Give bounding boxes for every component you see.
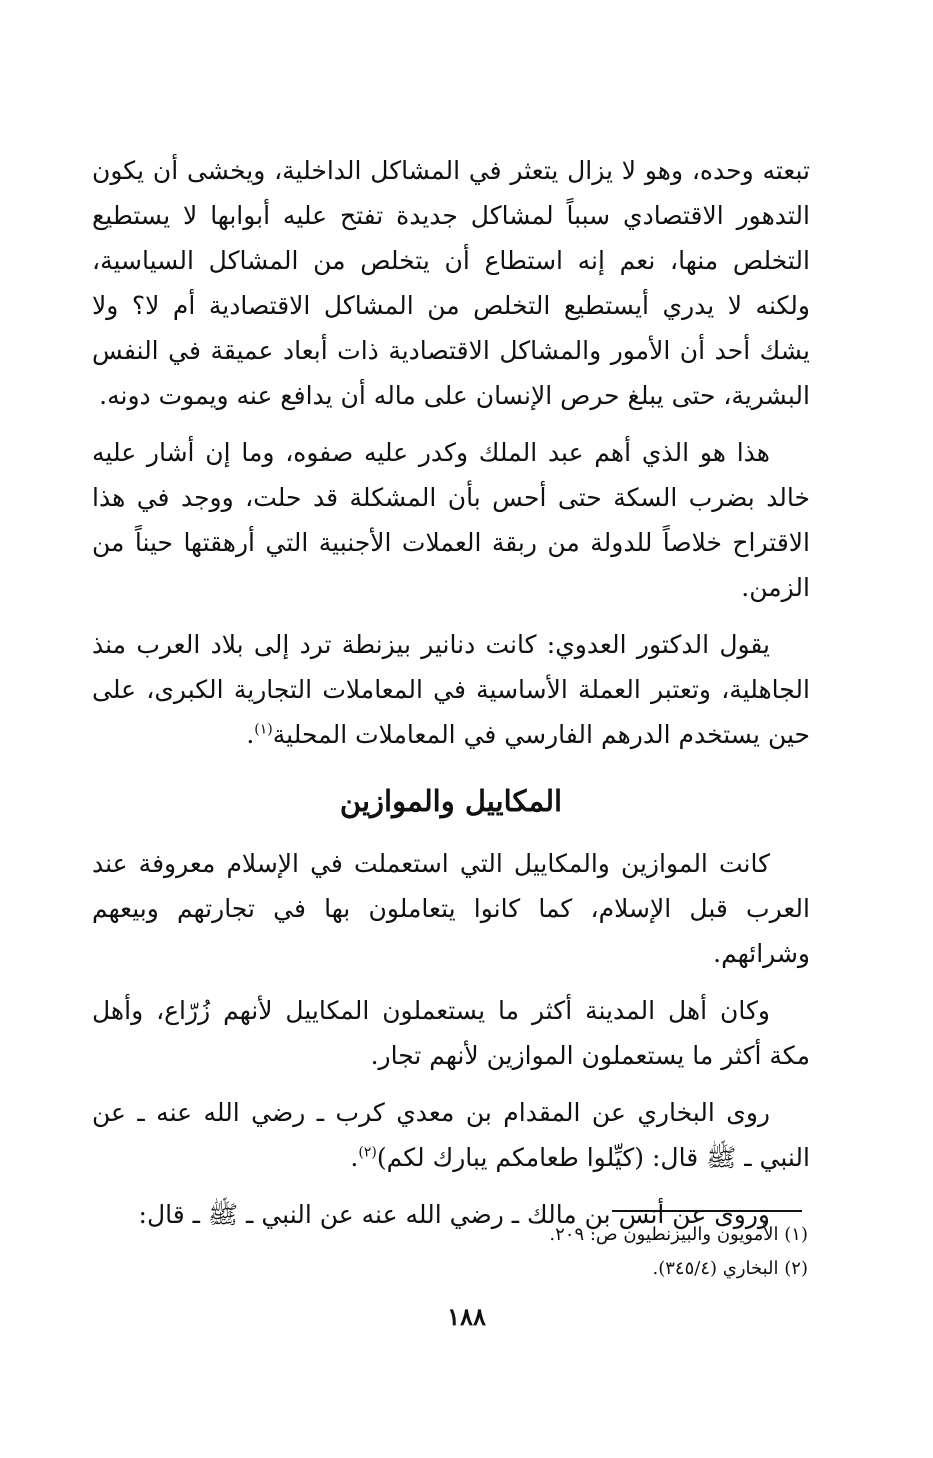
paragraph-5: وكان أهل المدينة أكثر ما يستعملون المكاييل لأنهم زُرّاع، وأهل مكة أكثر ما يستعملون الموازين لأنهم تجار. [92,996,810,1070]
paragraph-3-end: . [246,720,255,749]
footnotes [92,1218,808,1286]
footnote-ref-2: (٢) [358,1144,377,1161]
paragraph-3-text: يقول الدكتور العدوي: كانت دنانير بيزنطة ترد إلى بلاد العرب منذ الجاهلية، وتعتبر العملة الأساسية في المعاملات التجارية الكبرى، على حين يستخدم الدرهم الفارسي في المعاملات المحلية [92,630,810,749]
footnote-2: (٢) البخاري (٣٤٥/٤). [652,1258,808,1279]
paragraph-7: وروى عن أنس بن مالك ـ رضي الله عنه عن النبي ـ ﷺ ـ قال: [138,1200,770,1229]
paragraph-4: كانت الموازين والمكاييل التي استعملت في الإسلام معروفة عند العرب قبل الإسلام، كما كانوا يتعاملون بها في تجارتهم وبيعهم وشرائهم. [92,849,810,968]
page-number: ١٨٨ [447,1302,486,1331]
paragraph-6 [92,1090,810,1180]
paragraph-3 [92,622,810,757]
footnote-1: (١) الأمويون والبيزنطيون ص: ٢٠٩. [549,1224,808,1245]
section-heading: المكاييل والموازين [339,784,563,818]
footnote-ref-1: (١) [254,721,273,738]
paragraph-6-end: . [350,1143,359,1172]
paragraph-2: هذا هو الذي أهم عبد الملك وكدر عليه صفوه، وما إن أشار عليه خالد بضرب السكة حتى أحس بأن المشكلة قد حلت، ووجد في هذا الاقتراح خلاصاً للدولة من ربقة العملات الأجنبية التي أرهقتها حيناً من الزمن. [92,438,810,602]
paragraph-6-text: روى البخاري عن المقدام بن معدي كرب ـ رضي الله عنه ـ عن النبي ـ ﷺ قال: (كيِّلوا طعامكم يبارك لكم) [92,1098,810,1172]
main-text [92,148,810,1249]
footnote-divider [612,1210,802,1212]
paragraph-1: تبعته وحده، وهو لا يزال يتعثر في المشاكل الداخلية، ويخشى أن يكون التدهور الاقتصادي سبباً لمشاكل جديدة تفتح عليه أبوابها لا يستطيع التخلص منها، نعم إنه استطاع أن يتخلص من المشاكل السياسية، ولكنه لا يدري أيستطيع التخلص من المشاكل الاقتصادية أم لا؟ ولا يشك أحد أن الأمور والمشاكل الاقتصادية ذات أبعاد عميقة في النفس البشرية، حتى يبلغ حرص الإنسان على ماله أن يدافع عنه ويموت دونه. [92,156,810,410]
